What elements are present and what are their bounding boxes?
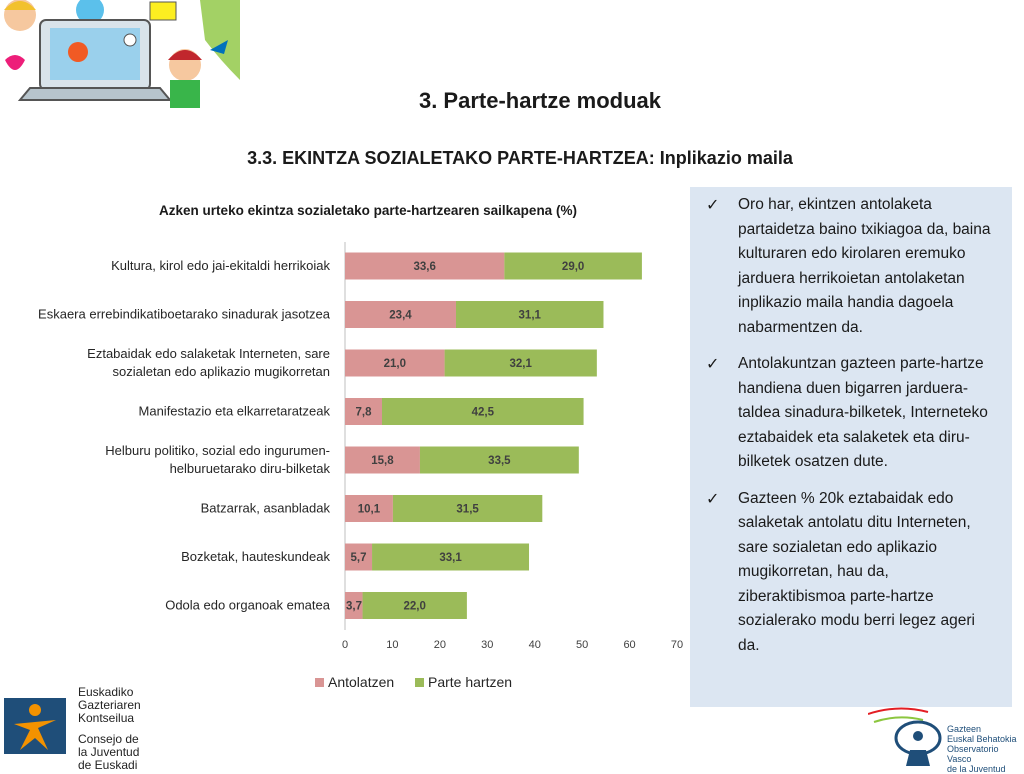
data-label: 23,4 <box>389 309 412 322</box>
data-label: 33,6 <box>413 261 436 273</box>
bullet-list <box>700 193 998 658</box>
data-label: 5,7 <box>350 552 367 564</box>
category-label: helburuetarako diru-bilketak <box>169 461 330 476</box>
stacked-bar-chart <box>0 190 690 700</box>
logo-line: Kontseilua <box>78 711 135 725</box>
data-label: 33,1 <box>439 552 462 564</box>
x-tick-label: 0 <box>341 639 349 651</box>
x-tick-label: 70 <box>670 639 684 651</box>
data-label: 31,1 <box>518 309 541 322</box>
category-label: Batzarrak, asanbladak <box>200 500 330 516</box>
category-label: Manifestazio eta elkarretaratzeak <box>138 403 330 419</box>
data-label: 15,8 <box>371 455 394 467</box>
checkmark-icon: ✓ <box>706 488 720 508</box>
bullet-text: Oro har, ekintzen antolaketa partaidetza baino txikiagoa da, baina kulturaren edo kirolaren eremuko jarduera herrikoietan antolaketan inplikazio maila handia dagoela nabarmentzen da. <box>738 196 991 336</box>
observatorio-juventud-logo-text <box>947 724 1024 774</box>
data-label: 10,1 <box>357 503 381 516</box>
data-label: 32,1 <box>509 358 532 370</box>
logo-line: Gazteriaren <box>78 698 141 712</box>
chart-title: Azken urteko ekintza sozialetako parte-hartzearen sailkapena (%) <box>159 203 577 218</box>
category-label: Bozketak, hauteskundeak <box>181 549 330 564</box>
info-panel <box>690 187 1012 707</box>
legend-swatch <box>315 678 324 687</box>
bullet-item <box>700 193 998 340</box>
x-tick-label: 50 <box>576 639 589 651</box>
category-label: sozialetan edo aplikazio mugikorretan <box>112 364 330 379</box>
category-label: Kultura, kirol edo jai-ekitaldi herrikoiak <box>111 258 330 273</box>
x-tick-label: 60 <box>623 639 636 651</box>
x-tick-label: 30 <box>481 639 494 651</box>
corner-illustration <box>0 0 240 110</box>
category-label: Odola edo organoak ematea <box>165 597 330 613</box>
data-label: 21,0 <box>383 358 406 370</box>
section-title: 3.3. EKINTZA SOZIALETAKO PARTE-HARTZEA: Inplikazio maila <box>247 148 793 168</box>
bullet-item <box>700 487 998 659</box>
bullet-text: Gazteen % 20k eztabaidak edo salaketak antolatu ditu Interneten, sare sozialetan edo aplikazio mugikorretan, hau da, ziberaktibismoa parte-hartze sozialerako modu berri legez ageri da. <box>738 489 975 654</box>
data-label: 22,0 <box>403 600 426 613</box>
legend-label: Antolatzen <box>328 674 395 690</box>
data-label: 31,5 <box>456 503 479 516</box>
data-label: 3,7 <box>346 600 362 613</box>
data-label: 7,8 <box>355 406 372 419</box>
category-label: Eskaera errebindikatiboetarako sinadurak jasotzea <box>38 306 330 322</box>
bullet-item <box>700 352 998 475</box>
category-label: Helburu politiko, sozial edo ingurumen- <box>105 443 330 458</box>
checkmark-icon: ✓ <box>706 195 720 214</box>
category-label: Eztabaidak edo salaketak Interneten, sare <box>87 346 330 361</box>
x-tick-label: 20 <box>433 639 446 651</box>
legend-label: Parte hartzen <box>428 674 513 690</box>
logo-line: Consejo de <box>78 732 139 746</box>
logo-line: Euskal Behatokia <box>947 734 1017 744</box>
x-tick-label: 10 <box>386 639 399 651</box>
consejo-juventud-logo-text <box>78 686 141 772</box>
bullet-text: Antolakuntzan gazteen parte-hartze handiena duen bigarren jarduera-taldea sinadura-bilketek, Interneteko eztabaidek eta salaketek eta diru-bilketek osatzen dute. <box>738 355 988 470</box>
x-tick-label: 40 <box>528 639 541 651</box>
logo-line: de la Juventud <box>947 764 1006 774</box>
data-label: 42,5 <box>471 406 494 419</box>
logo-line: de Euskadi <box>78 758 138 772</box>
legend-swatch <box>415 678 424 687</box>
checkmark-icon: ✓ <box>706 354 720 373</box>
logo-line: Gazteen <box>947 724 982 734</box>
logo-line: Observatorio Vasco <box>947 744 999 764</box>
data-label: 33,5 <box>488 455 511 467</box>
logo-line: la Juventud <box>78 745 140 759</box>
slide-title: 3. Parte-hartze moduak <box>418 88 662 113</box>
data-label: 29,0 <box>561 261 585 273</box>
logo-line: Euskadiko <box>78 685 134 699</box>
